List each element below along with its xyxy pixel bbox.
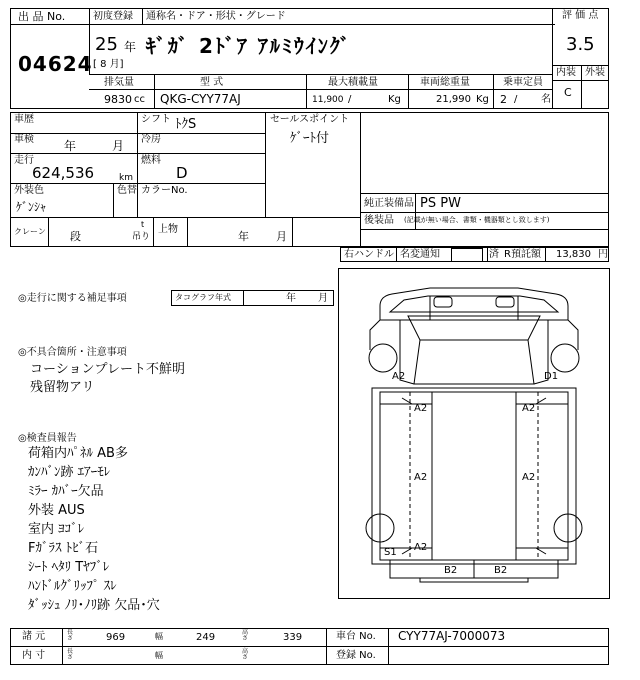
mileage-unit: km [119,173,133,183]
vehicle-name-label: 通称名・ドア・形状・グレード [146,11,286,22]
mileage-label: 走行 [14,155,34,166]
inspector-item: ﾊﾝﾄﾞﾙｸﾞﾘｯﾌﾟ ｽﾚ [28,579,117,594]
inspector-item: 荷箱内ﾊﾟﾈﾙ AB多 [28,446,128,461]
equipment-value: PS PW [420,196,461,211]
fuel-label: 燃料 [141,155,161,166]
width-label: 幅 [155,651,163,660]
displacement-label: 排気量 [104,77,134,88]
loading-year-unit: 年 [238,230,249,243]
lot-number: 04624 [18,52,93,76]
capacity-slash: / [514,94,518,105]
crane-stage-unit: 段 [70,230,81,243]
color-change-label: 色替 [117,185,137,196]
capacity-label: 乗車定員 [503,77,543,88]
inspector-item: 室内 ﾖｺﾞﾚ [28,522,85,537]
loading-month-unit: 月 [276,230,287,243]
crane-ton-unit: t [141,220,145,229]
history-label: 車歴 [14,114,34,125]
name-change-suffix: 済 [489,249,499,260]
chassis-label: 車台 No. [336,631,376,642]
aftermarket-label: 後装品 [364,215,394,226]
model-value: QKG-CYY77AJ [160,92,241,106]
defect-item: 残留物アリ [30,380,95,395]
max-load-value: 11,900 [312,95,344,105]
shift-label: シフト [141,114,171,125]
truck-diagram [366,288,582,582]
recycle-fee-value: 13,830 [556,249,591,260]
width-value: 249 [196,632,216,643]
inspector-item: 外装 AUS [28,503,85,518]
inspector-item: ﾀﾞｯｼｭ ﾉﾘ･ﾉﾘ跡 欠品･穴 [28,598,160,613]
max-load-unit: Kg [388,94,401,105]
crane-label: クレーン [14,227,46,236]
width-label: 幅 [155,632,163,641]
exterior-grade-label: 外装 [585,67,605,78]
damage-mark: B2 [494,565,508,576]
vehicle-name: ｷﾞｶﾞ 2ﾄﾞｱ ｱﾙﾐｳｲﾝｸﾞ [146,34,352,58]
lot-label: 出 品 No. [18,10,66,23]
tacho-month-unit: 月 [318,293,328,304]
exterior-grade: C [564,86,572,99]
capacity-value: 2 [500,93,507,106]
running-notes-title: ◎走行に関する補足事項 [18,293,127,304]
aftermarket-note: (記載が無い場合、書類・機器類とし致します) [404,216,550,224]
inspector-title: ◎検査員報告 [18,433,77,444]
damage-mark: A2 [414,472,428,483]
registration-label: 登録 No. [336,650,376,661]
damage-mark: D1 [544,371,559,382]
loading-label: 上物 [158,224,178,235]
color-value: ｹﾞﾝｼｬ [16,200,47,214]
equipment-label: 純正装備品 [364,198,414,209]
capacity-unit: 名 [541,94,551,105]
inspector-item: ﾐﾗｰ ｶﾊﾞｰ欠品 [28,484,104,499]
length-value: 969 [106,632,126,643]
color-code-label: カラーNo. [141,185,188,196]
length-label: 長さ [67,629,74,642]
shift-value: ﾄｸS [175,117,197,132]
damage-mark: B2 [444,565,458,576]
inspector-item: ｶﾝﾊﾞﾝ跡 ｴｱｰﾓﾚ [28,465,111,480]
interior-grade-label: 内装 [556,67,576,78]
color-label: 外装色 [14,185,44,196]
tacho-year-unit: 年 [286,293,296,304]
fuel-value: D [176,164,188,182]
max-load-slash: / [348,94,352,105]
max-load-label: 最大積載量 [328,77,378,88]
inspection-year-unit: 年 [64,139,77,153]
first-reg-month: [ 8 月] [93,59,124,70]
displacement-value: 9830 [104,93,132,106]
height-label: 高さ [242,648,249,661]
score-value: 3.5 [566,34,595,55]
first-reg-year-unit: 年 [124,40,137,54]
inspector-item: Fｶﾞﾗｽ ﾄﾋﾞ石 [28,541,99,556]
length-label: 長さ [67,648,74,661]
steering-side: 右ハンドル [344,249,394,260]
recycle-fee-unit: 円 [598,249,608,260]
inspection-month-unit: 月 [112,139,125,153]
damage-mark: A2 [392,371,406,382]
damage-mark: A2 [522,403,536,414]
damage-mark: A2 [522,472,536,483]
damage-mark: A2 [414,542,428,553]
damage-mark: A2 [414,403,428,414]
crane-hang-unit: 吊り [132,232,151,242]
tacho-label: タコグラフ年式 [175,293,231,302]
recycle-fee-label: R預託額 [504,249,541,260]
score-label: 評 価 点 [562,10,599,21]
dims-label: 諸 元 [22,631,46,642]
defect-item: コーションプレート不鮮明 [30,362,185,377]
gross-weight-label: 車両総重量 [420,77,470,88]
gross-weight-value: 21,990 [436,94,471,105]
sales-point-label: セールスポイント [270,114,350,125]
model-label: 型 式 [200,77,224,88]
mileage-value: 624,536 [32,164,95,182]
chassis-value: CYY77AJ-7000073 [398,629,506,643]
damage-mark: S1 [384,547,397,558]
sales-point-value: ｹﾞｰﾄ付 [290,131,330,146]
inspector-item: ｼｰﾄ ﾍﾀﾘ Tﾔﾌﾞﾚ [28,560,110,575]
interior-dims-label: 内 寸 [22,650,46,661]
name-change-checkbox [451,248,483,262]
displacement-unit: cc [134,94,145,105]
height-label: 高さ [242,629,249,642]
gross-weight-unit: Kg [476,94,489,105]
ac-label: 冷房 [141,134,161,145]
name-change-label: 名変通知 [400,249,440,260]
first-reg-label: 初度登録 [93,11,133,22]
first-reg-year: 25 [95,34,118,55]
defects-title: ◎不具合箇所・注意事項 [18,347,127,358]
inspection-label: 車検 [14,134,34,145]
height-value: 339 [283,632,303,643]
